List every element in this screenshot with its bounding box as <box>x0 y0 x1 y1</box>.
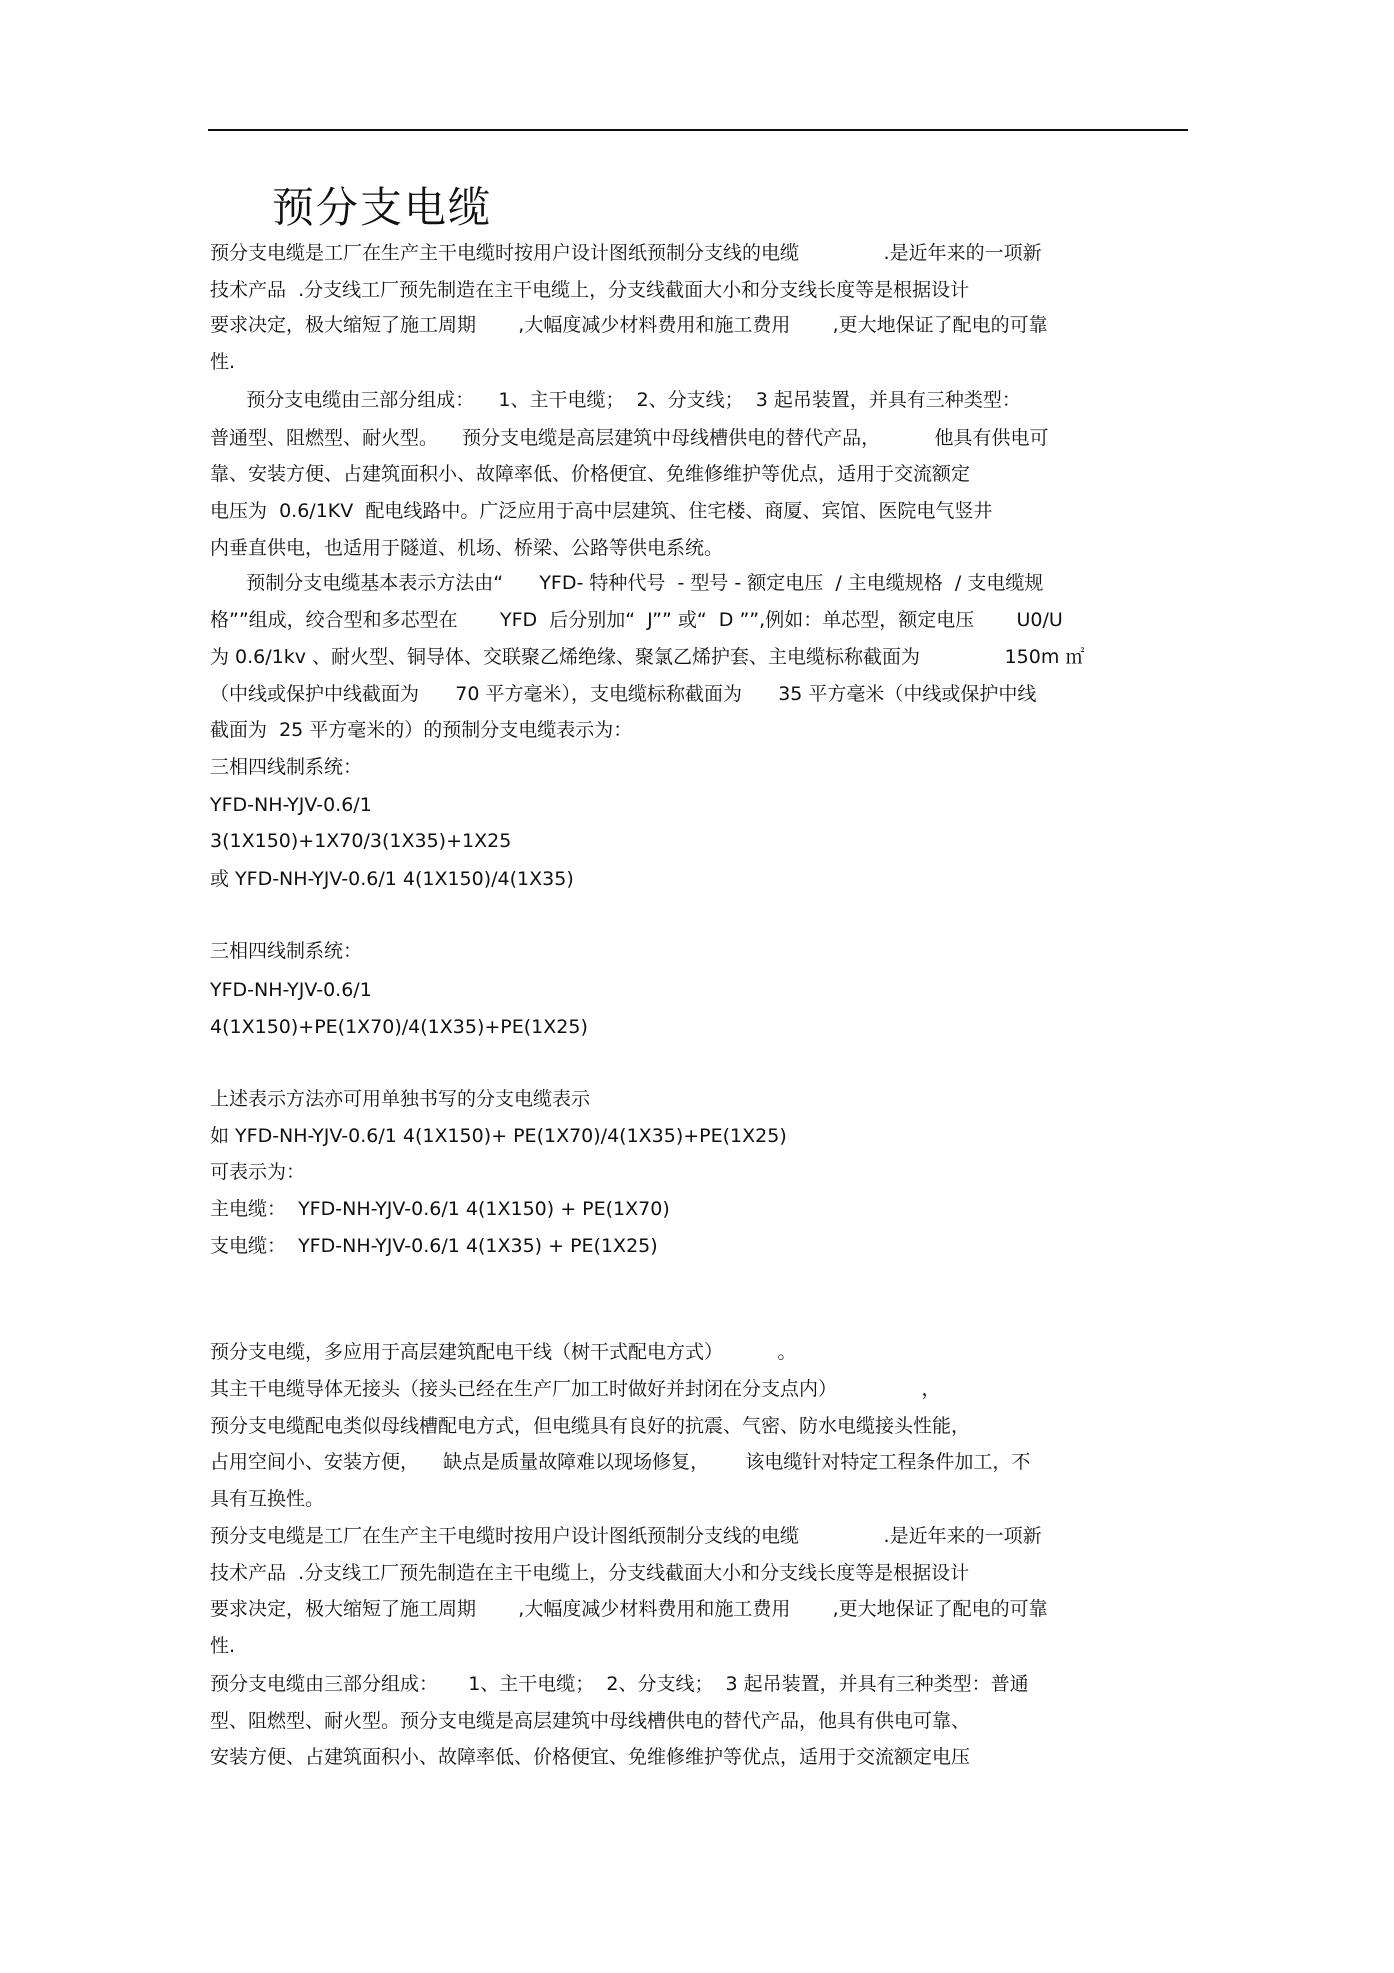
top-rule <box>208 129 1188 131</box>
document-title: 预分支电缆 <box>272 183 493 232</box>
text-line: 安装方便、占建筑面积小、故障率低、价格便宜、免维修维护等优点，适用于交流额定电压 <box>210 1746 971 1768</box>
text-line: 要求决定，极大缩短了施工周期 ,大幅度减少材料费用和施工费用 ,更大地保证了配电的可靠 <box>210 1598 1048 1620</box>
text-line: 性. <box>210 351 236 373</box>
text-line: 电压为 0.6/1KV 配电线路中。广泛应用于高中层建筑、住宅楼、商厦、宾馆、医院电气竖井 <box>210 500 993 522</box>
text-line: 如 YFD-NH-YJV-0.6/1 4(1X150)+ PE(1X70)/4(1X35)+PE(1X25) <box>210 1125 787 1147</box>
text-line: YFD-NH-YJV-0.6/1 <box>210 979 372 1001</box>
text-line: 三相四线制系统： <box>210 756 363 778</box>
text-line: 预分支电缆由三部分组成： 1、主干电缆； 2、分支线； 3 起吊装置，并具有三种类型：普通 <box>210 1673 1029 1695</box>
text-line: 4(1X150)+PE(1X70)/4(1X35)+PE(1X25) <box>210 1016 588 1038</box>
text-line: 三相四线制系统： <box>210 940 363 962</box>
text-line: 预分支电缆由三部分组成： 1、主干电缆； 2、分支线； 3 起吊装置，并具有三种类型： <box>210 389 1021 411</box>
text-line: 可表示为： <box>210 1161 306 1183</box>
text-line: 技术产品 .分支线工厂预先制造在主干电缆上，分支线截面大小和分支线长度等是根据设计 <box>210 1562 970 1584</box>
text-line: （中线或保护中线截面为 70 平方毫米），支电缆标称截面为 35 平方毫米（中线或保护中线 <box>210 683 1037 705</box>
text-line: 截面为 25 平方毫米的）的预制分支电缆表示为： <box>210 719 633 741</box>
text-line: 上述表示方法亦可用单独书写的分支电缆表示 <box>210 1088 591 1110</box>
text-line: 要求决定，极大缩短了施工周期 ,大幅度减少材料费用和施工费用 ,更大地保证了配电的可靠 <box>210 314 1048 336</box>
text-line: YFD-NH-YJV-0.6/1 <box>210 794 372 816</box>
text-line: 或 YFD-NH-YJV-0.6/1 4(1X150)/4(1X35) <box>210 868 574 890</box>
text-line: 为 0.6/1kv 、耐火型、铜导体、交联聚乙烯绝缘、聚氯乙烯护套、主电缆标称截面为 150m ㎡ <box>210 646 1085 668</box>
text-line: 性. <box>210 1635 236 1657</box>
text-line: 预分支电缆配电类似母线槽配电方式，但电缆具有良好的抗震、气密、防水电缆接头性能， <box>210 1415 971 1437</box>
text-line: 主电缆： YFD-NH-YJV-0.6/1 4(1X150) + PE(1X70) <box>210 1198 670 1220</box>
text-line: 普通型、阻燃型、耐火型。 预分支电缆是高层建筑中母线槽供电的替代产品， 他具有供电可 <box>210 427 1049 449</box>
text-line: 靠、安装方便、占建筑面积小、故障率低、价格便宜、免维修维护等优点，适用于交流额定 <box>210 463 971 485</box>
text-line: 预分支电缆是工厂在生产主干电缆时按用户设计图纸预制分支线的电缆 .是近年来的一项新 <box>210 242 1042 264</box>
text-line: 其主干电缆导体无接头（接头已经在生产厂加工时做好并封闭在分支点内） ， <box>210 1378 941 1400</box>
text-line: 预分支电缆是工厂在生产主干电缆时按用户设计图纸预制分支线的电缆 .是近年来的一项新 <box>210 1525 1042 1547</box>
text-line: 3(1X150)+1X70/3(1X35)+1X25 <box>210 830 512 852</box>
text-line: 型、阻燃型、耐火型。预分支电缆是高层建筑中母线槽供电的替代产品，他具有供电可靠、 <box>210 1710 971 1732</box>
text-line: 支电缆： YFD-NH-YJV-0.6/1 4(1X35) + PE(1X25) <box>210 1235 658 1257</box>
text-line: 预制分支电缆基本表示方法由“ YFD- 特种代号 - 型号 - 额定电压 / 主电缆规格 / 支电缆规 <box>210 572 1044 594</box>
text-line: 格””组成，绞合型和多芯型在 YFD 后分别加“ J”” 或“ D ””,例如：单芯型，额定电压 U0/U <box>210 609 1063 631</box>
text-line: 技术产品 .分支线工厂预先制造在主干电缆上，分支线截面大小和分支线长度等是根据设计 <box>210 279 970 301</box>
text-line: 内垂直供电，也适用于隧道、机场、桥梁、公路等供电系统。 <box>210 537 724 559</box>
text-line: 具有互换性。 <box>210 1488 325 1510</box>
text-line: 占用空间小、安装方便， 缺点是质量故障难以现场修复， 该电缆针对特定工程条件加工，不 <box>210 1451 1031 1473</box>
text-line: 预分支电缆，多应用于高层建筑配电干线（树干式配电方式） 。 <box>210 1341 797 1363</box>
